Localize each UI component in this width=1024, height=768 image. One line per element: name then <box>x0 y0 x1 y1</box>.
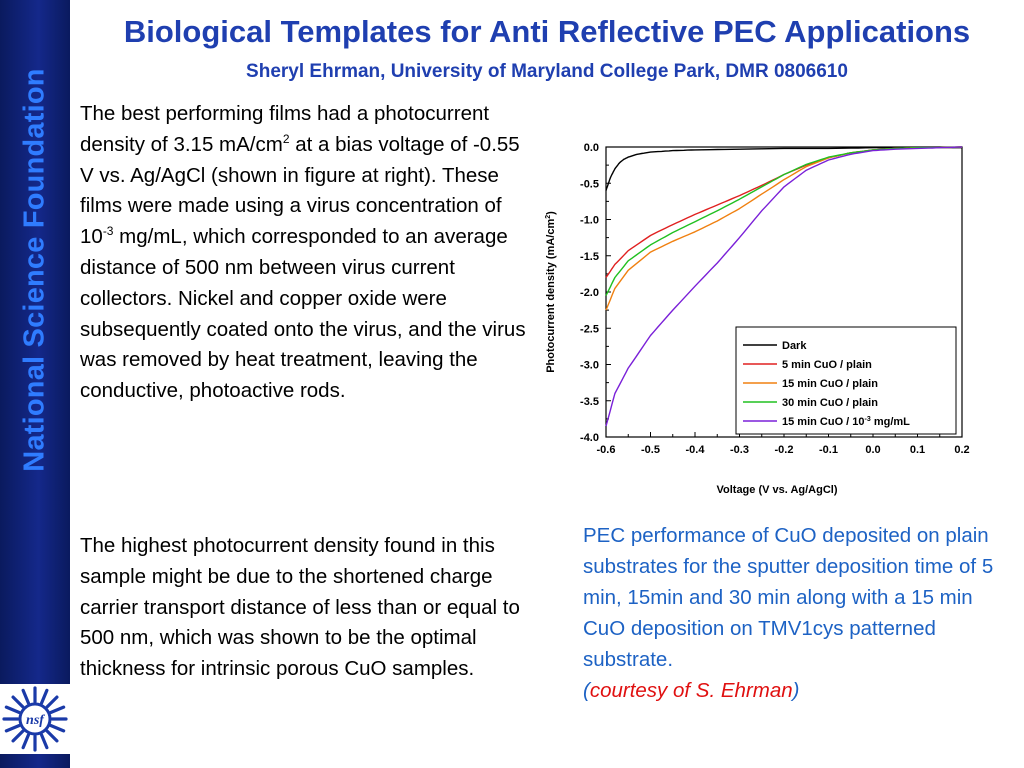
x-tick-label: 0.2 <box>954 444 970 456</box>
body-paragraph-1 <box>80 99 526 407</box>
figure-caption <box>583 520 1003 706</box>
x-tick-label: -0.2 <box>774 444 794 456</box>
y-axis-label-sup: 2 <box>545 214 552 219</box>
legend-entry-sup: -3 <box>864 416 871 423</box>
y-tick-label: -1.0 <box>580 214 599 227</box>
p1-text-a: The best performing films had a photocurrent density of 3.15 mA/cm <box>80 102 490 156</box>
y-tick-label: -1.5 <box>580 250 599 263</box>
courtesy-paren-open: ( <box>583 679 590 702</box>
y-tick-label: -0.5 <box>580 178 599 191</box>
p1-text-b: at a bias voltage of -0.55 V vs. Ag/AgCl (shown in figure at right). These films were made using a virus concentration of 10 <box>80 132 520 249</box>
y-tick-label: -4.0 <box>580 432 599 444</box>
sidebar <box>0 0 70 768</box>
legend-entry <box>782 397 878 409</box>
p1-sup-2: -3 <box>102 224 114 239</box>
series-line <box>606 147 962 296</box>
x-tick-label: 0.0 <box>865 444 881 456</box>
legend-entry-end: mg/mL <box>870 416 910 428</box>
legend-entry <box>782 378 878 390</box>
legend-entry <box>782 359 872 371</box>
photocurrent-chart <box>536 130 980 500</box>
legend-entry-label: 30 min CuO / plain <box>782 397 878 409</box>
legend-entry-label: 5 min CuO / plain <box>782 359 872 371</box>
nsf-logo-icon <box>0 684 70 754</box>
sidebar-org-name: National Science Foundation <box>18 68 51 472</box>
x-axis-label: Voltage (V vs. Ag/AgCl) <box>716 484 838 496</box>
y-axis-label <box>545 211 557 373</box>
legend-entry-label: 15 min CuO / plain <box>782 378 878 390</box>
page-subtitle: Sheryl Ehrman, University of Maryland College Park, DMR 0806610 <box>246 61 848 82</box>
caption-courtesy <box>583 679 799 702</box>
chart-legend <box>736 327 956 434</box>
x-tick-label: 0.1 <box>909 444 926 456</box>
x-tick-label: -0.6 <box>596 444 616 456</box>
y-tick-label: -2.0 <box>580 287 599 299</box>
x-tick-label: -0.3 <box>730 444 749 456</box>
y-tick-label: -3.5 <box>580 395 599 408</box>
legend-entry-label: 15 min CuO / 10 <box>782 416 865 428</box>
p1-text-c: mg/mL, which corresponded to an average distance of 500 nm between virus current collectors. Nickel and copper oxide were subsequently coated onto the virus, and the virus was removed by heat treatment, leaving the conductive, photoactive rods. <box>80 225 526 403</box>
caption-text: PEC performance of CuO deposited on plain substrates for the sputter deposition time of 5 min, 15min and 30 min along with a 15 min CuO deposition on TMV1cys patterned substrate. <box>583 524 994 671</box>
series-line <box>606 148 962 191</box>
x-tick-label: -0.1 <box>819 444 838 456</box>
y-axis-label-main: Photocurrent density (mA/cm <box>545 218 557 373</box>
p1-sup-1: 2 <box>282 131 290 146</box>
series-line <box>606 147 962 278</box>
y-tick-label: -3.0 <box>580 359 599 372</box>
y-tick-label: -2.5 <box>580 323 599 336</box>
courtesy-author: courtesy of S. Ehrman <box>589 679 793 702</box>
page-title: Biological Templates for Anti Reflective PEC Applications <box>123 14 971 49</box>
courtesy-paren-close: ) <box>792 679 800 702</box>
legend-entry <box>782 340 807 352</box>
x-tick-label: -0.5 <box>641 444 660 456</box>
nsf-logo-text: nsf <box>26 713 44 728</box>
series-line <box>606 147 962 310</box>
y-tick-label: 0.0 <box>583 142 599 154</box>
y-axis-label-end: ) <box>545 211 557 215</box>
body-paragraph-2: The highest photocurrent density found in this sample might be due to the shortened charge carrier transport distance of less than or equal to 500 nm, which was shown to be the optimal thickness for intrinsic porous CuO samples. <box>80 534 520 681</box>
x-tick-label: -0.4 <box>685 444 705 456</box>
legend-entry-label: Dark <box>782 340 807 352</box>
legend-entry <box>782 416 910 428</box>
